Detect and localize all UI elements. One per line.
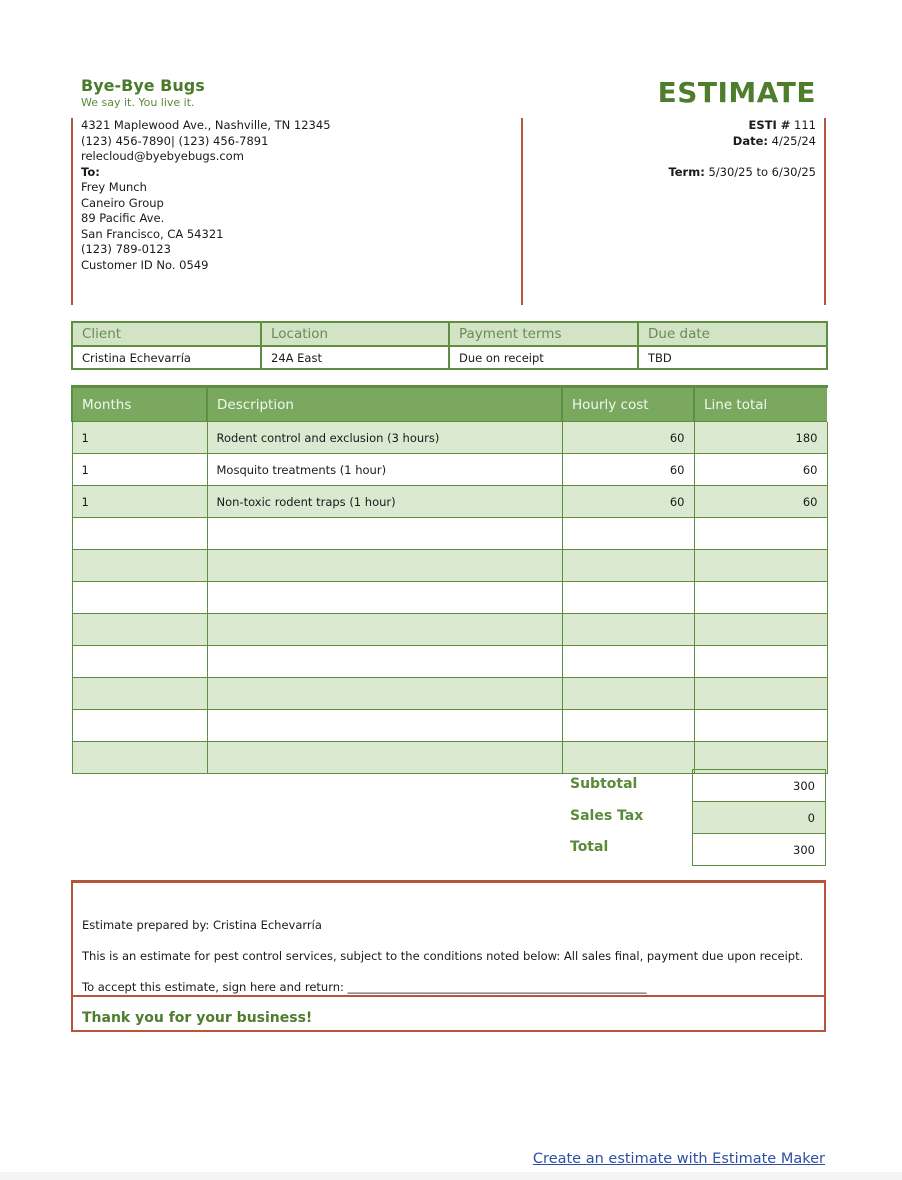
due-date-header: Due date [638,322,827,346]
description-cell [207,550,562,582]
signature-line: To accept this estimate, sign here and return: ____________________________________________________ [82,980,647,994]
location-value: 24A East [261,346,449,369]
months-cell [72,710,207,742]
line-total-cell [694,582,827,614]
line-total-cell [694,646,827,678]
line-total-cell [694,518,827,550]
sales-tax-value: 0 [693,802,826,834]
description-cell [207,518,562,550]
hourly-cost-cell [562,614,694,646]
line-item-row [72,646,827,678]
hourly-cost-cell: 60 [562,486,694,518]
client-info-value-row [72,346,827,369]
company-name: Bye-Bye Bugs [81,76,205,95]
company-address: 4321 Maplewood Ave., Nashville, TN 12345 [81,118,331,132]
line-items-table [71,385,828,774]
line-total-header: Line total [694,387,827,422]
estimate-number-line [668,118,816,134]
months-cell [72,550,207,582]
line-item-row [72,710,827,742]
company-email: relecloud@byebyebugs.com [81,149,244,163]
recipient-company: Caneiro Group [81,195,164,210]
header-divider-middle [521,118,523,305]
footer-separator [73,995,824,997]
months-cell [72,582,207,614]
address-block [81,118,331,273]
hourly-cost-cell [562,678,694,710]
sales-tax-label: Sales Tax [570,808,644,824]
prepared-by: Estimate prepared by: Cristina Echevarría [82,918,322,932]
hourly-cost-header: Hourly cost [562,387,694,422]
hourly-cost-cell [562,742,694,774]
line-item-row [72,550,827,582]
estimate-term-label: Term: [668,164,705,179]
line-item-row [72,614,827,646]
description-cell [207,678,562,710]
description-cell: Non-toxic rodent traps (1 hour) [207,486,562,518]
total-value: 300 [693,834,826,866]
description-cell [207,742,562,774]
client-info-table [71,321,828,370]
line-total-cell [694,710,827,742]
months-cell [72,614,207,646]
description-header: Description [207,387,562,422]
line-item-row [72,422,827,454]
customer-id: Customer ID No. 0549 [81,257,209,272]
payment-terms-header: Payment terms [449,322,638,346]
months-cell [72,678,207,710]
estimate-maker-link[interactable]: Create an estimate with Estimate Maker [532,1151,825,1167]
estimate-date-line [668,134,816,150]
payment-terms-value: Due on receipt [449,346,638,369]
document-title: ESTIMATE [657,76,816,109]
subtotal-value: 300 [693,770,826,802]
line-item-row [72,454,827,486]
thank-you-message: Thank you for your business! [82,1010,313,1026]
estimate-number: 111 [794,118,816,132]
estimate-meta [668,118,816,180]
hourly-cost-cell: 60 [562,422,694,454]
header-divider-right [824,118,826,305]
line-total-cell [694,614,827,646]
estimate-number-label: ESTI # [748,118,791,132]
subtotal-row [693,770,826,802]
line-items-body [72,422,827,774]
line-total-cell [694,678,827,710]
hourly-cost-cell [562,582,694,614]
description-cell [207,614,562,646]
description-cell: Rodent control and exclusion (3 hours) [207,422,562,454]
to-label: To: [81,164,100,179]
description-cell: Mosquito treatments (1 hour) [207,454,562,486]
line-item-row [72,518,827,550]
months-cell: 1 [72,454,207,486]
client-header: Client [72,322,261,346]
months-cell [72,742,207,774]
hourly-cost-cell [562,518,694,550]
months-header: Months [72,387,207,422]
line-item-row [72,486,827,518]
recipient-name: Frey Munch [81,180,147,194]
estimate-term-line [668,165,816,181]
location-header: Location [261,322,449,346]
subtotal-label: Subtotal [570,776,638,792]
description-cell [207,646,562,678]
line-total-cell: 60 [694,486,827,518]
line-total-cell: 60 [694,454,827,486]
description-cell [207,582,562,614]
hourly-cost-cell [562,710,694,742]
estimate-conditions: This is an estimate for pest control services, subject to the conditions noted below: All sales final, payment due upon receipt. [82,949,804,963]
recipient-phone: (123) 789-0123 [81,242,171,256]
page-bottom-strip [0,1172,902,1180]
recipient-city: San Francisco, CA 54321 [81,226,224,241]
hourly-cost-cell: 60 [562,454,694,486]
header-divider-left [71,118,73,305]
company-phone: (123) 456-7890| (123) 456-7891 [81,133,269,148]
line-item-row [72,582,827,614]
line-items-header-row [72,387,827,422]
estimate-date-label: Date: [732,133,768,148]
hourly-cost-cell [562,646,694,678]
line-item-row [72,678,827,710]
hourly-cost-cell [562,550,694,582]
company-tagline: We say it. You live it. [81,96,195,109]
totals-table [692,769,826,866]
months-cell: 1 [72,422,207,454]
months-cell: 1 [72,486,207,518]
recipient-street: 89 Pacific Ave. [81,211,165,225]
estimate-term: 5/30/25 to 6/30/25 [708,164,816,179]
meta-spacer [668,149,816,165]
line-total-cell [694,550,827,582]
due-date-value: TBD [638,346,827,369]
client-info-header-row [72,322,827,346]
description-cell [207,710,562,742]
sales-tax-row [693,802,826,834]
months-cell [72,646,207,678]
months-cell [72,518,207,550]
estimate-date: 4/25/24 [771,133,816,148]
total-row [693,834,826,866]
total-label: Total [570,839,609,855]
footer-notes-box [71,880,826,1032]
line-total-cell: 180 [694,422,827,454]
client-value: Cristina Echevarría [72,346,261,369]
